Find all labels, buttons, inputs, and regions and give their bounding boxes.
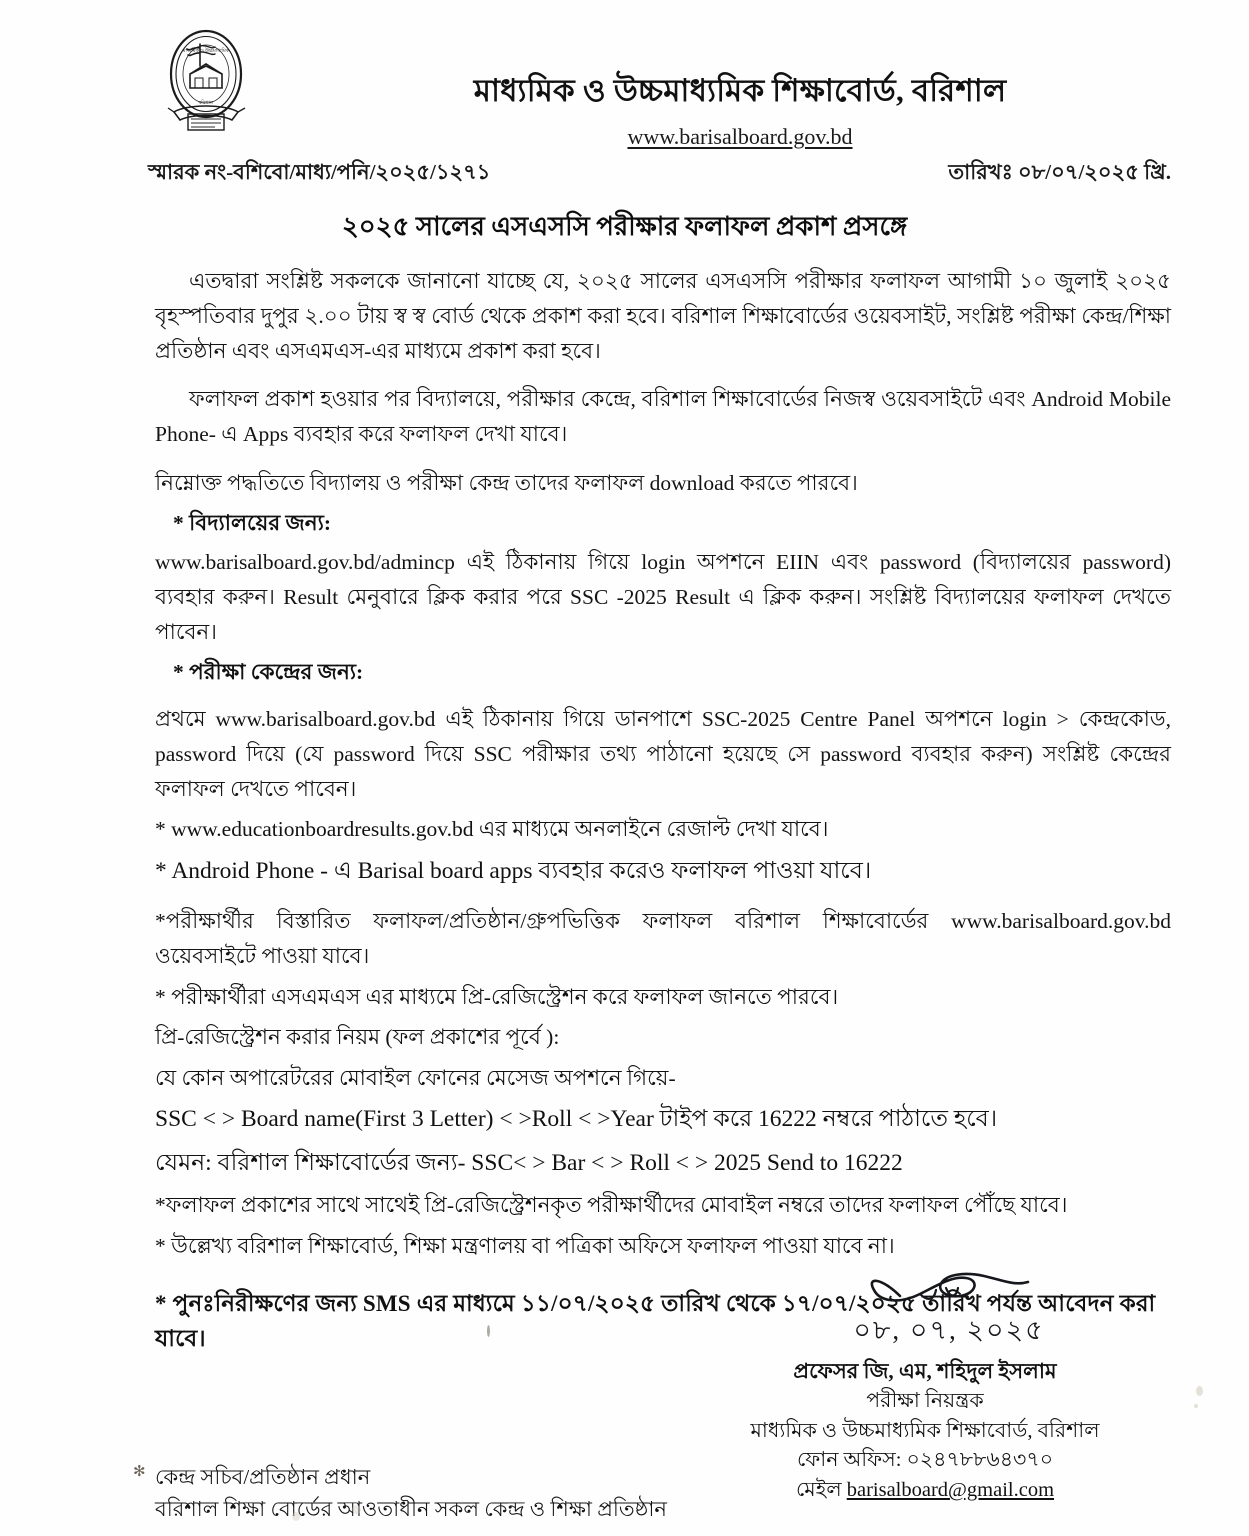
bullet-auto-push: *ফলাফল প্রকাশের সাথে সাথেই প্রি-রেজিস্ট্রেশনকৃত পরীক্ষার্থীদের মোবাইল নম্বরে তাদের ফলাফল পৌঁছে যাবে। bbox=[155, 1193, 1068, 1218]
school-section-text: www.barisalboard.gov.bd/admincp এই ঠিকানায় গিয়ে login অপশনে EIIN এবং password (বিদ্যালয়ের password) ব্যবহার করুন। Result মেনুবারে ক্লিক করার পরে SSC -2025 Result এ ক্লিক করুন। সংশ্লিষ্ট বিদ্যালয়ের ফলাফল দেখতে পাবেন। bbox=[155, 550, 1171, 644]
memo-number: স্মারক নং-বশিবো/মাধ্য/পনি/২০২৫/১২৭১ bbox=[148, 160, 491, 184]
scan-speck bbox=[1196, 1386, 1203, 1396]
scan-speck bbox=[1194, 1404, 1198, 1408]
svg-text:বরিশাল: বরিশাল bbox=[198, 101, 214, 106]
handwritten-date: ০৮, ০৭, ২০২৫ bbox=[853, 1315, 1045, 1345]
bullet-android-app: * Android Phone - এ Barisal board apps ব্যবহার করেও ফলাফল পাওয়া যাবে। bbox=[155, 857, 872, 884]
document-subject: ২০২৫ সালের এসএসসি পরীক্ষার ফলাফল প্রকাশ প্রসঙ্গে bbox=[341, 212, 908, 241]
distribution-footer bbox=[133, 1462, 955, 1525]
office-phone: ফোন অফিস: ০২৪৭৮৮৬৪৩৭০ bbox=[796, 1449, 1054, 1472]
school-section-label: * বিদ্যালয়ের জন্য: bbox=[173, 510, 331, 535]
email-label: মেইল bbox=[795, 1478, 847, 1501]
svg-text:মাধ্যমিক ও উচ্চমাধ্যমিক: মাধ্যমিক ও উচ্চমাধ্যমিক bbox=[182, 49, 230, 54]
email-address[interactable]: barisalboard@gmail.com bbox=[846, 1478, 1055, 1501]
bullet-rescrutiny-window: * পুনঃনিরীক্ষণের জন্য SMS এর মাধ্যমে ১১/০৭/২০২৫ তারিখ থেকে ১৭/০৭/২০২৫ তারিখ পর্যন্ত আবেদন করা যাবে। bbox=[155, 1291, 1156, 1351]
paragraph-announcement: এতদ্বারা সংশ্লিষ্ট সকলকে জানানো যাচ্ছে যে, ২০২৫ সালের এসএসসি পরীক্ষার ফলাফল আগামী ১০ জুলাই ২০২৫ বৃহস্পতিবার দুপুর ২.০০ টায় স্ব স্ব বোর্ড থেকে প্রকাশ করা হবে। বরিশাল শিক্ষাবোর্ডের ওয়েবসাইট, সংশ্লিষ্ট পরীক্ষা কেন্দ্র/শিক্ষা প্রতিষ্ঠান এবং এসএমএস-এর মাধ্যমে প্রকাশ করা হবে। bbox=[155, 269, 1171, 363]
centre-section-label: * পরীক্ষা কেন্দ্রের জন্য: bbox=[173, 659, 364, 684]
document-header bbox=[0, 0, 1249, 148]
handwritten-signature bbox=[690, 1272, 1160, 1324]
scan-speck bbox=[352, 1505, 361, 1514]
signatory-role: পরীক্ষা নিয়ন্ত্রক bbox=[866, 1389, 984, 1412]
signatory-name: প্রফেসর জি, এম, শহিদুল ইসলাম bbox=[793, 1359, 1057, 1383]
bullet-online-results: * www.educationboardresults.gov.bd এর মাধ্যমে অনলাইনে রেজাল্ট দেখা যাবে। bbox=[155, 817, 829, 842]
organization-title: মাধ্যমিক ও উচ্চমাধ্যমিক শিক্ষাবোর্ড, বরিশাল bbox=[473, 73, 1007, 108]
signatory-organization: মাধ্যমিক ও উচ্চমাধ্যমিক শিক্ষাবোর্ড, বরিশাল bbox=[750, 1419, 1100, 1442]
sms-example: যেমন: বরিশাল শিক্ষাবোর্ডের জন্য- SSC< > Bar < > Roll < > 2025 Send to 16222 bbox=[155, 1149, 903, 1176]
board-seal-icon bbox=[160, 26, 252, 138]
bullet-no-office-result: * উল্লেখ্য বরিশাল শিক্ষাবোর্ড, শিক্ষা মন্ত্রণালয় বা পত্রিকা অফিসে ফলাফল পাওয়া যাবে না। bbox=[155, 1233, 895, 1258]
prereg-step: যে কোন অপারেটরের মোবাইল ফোনের মেসেজ অপশনে গিয়ে- bbox=[155, 1065, 676, 1090]
prereg-rule-heading: প্রি-রেজিস্ট্রেশন করার নিয়ম (ফল প্রকাশের পূর্বে ): bbox=[155, 1025, 560, 1050]
paragraph-download-intro: নিম্নোক্ত পদ্ধতিতে বিদ্যালয় ও পরীক্ষা কেন্দ্র তাদের ফলাফল download করতে পারবে। bbox=[155, 471, 858, 496]
memo-line bbox=[0, 156, 1249, 196]
document-body bbox=[0, 250, 1249, 1356]
scan-speck bbox=[487, 1325, 490, 1337]
bullet-detailed-result: *পরীক্ষার্থীর বিস্তারিত ফলাফল/প্রতিষ্ঠান/গ্রুপভিত্তিক ফলাফল বরিশাল শিক্ষাবোর্ডের www.barisalboard.gov.bd ওয়েবসাইটে পাওয়া যাবে। bbox=[155, 909, 1171, 969]
paragraph-access-methods: ফলাফল প্রকাশ হওয়ার পর বিদ্যালয়ে, পরীক্ষার কেন্দ্রে, বরিশাল শিক্ষাবোর্ডের নিজস্ব ওয়েবসাইটে এবং Android Mobile Phone- এ Apps ব্যবহার করে ফলাফল দেখা যাবে। bbox=[155, 387, 1171, 447]
footer-bullet-icon: ✻ bbox=[133, 1464, 146, 1480]
footer-recipient-scope: বরিশাল শিক্ষা বোর্ডের আওতাধীন সকল কেন্দ্র ও শিক্ষা প্রতিষ্ঠান bbox=[155, 1496, 667, 1521]
memo-date: তারিখঃ ০৮/০৭/২০২৫ খ্রি. bbox=[948, 160, 1171, 184]
centre-section-text: প্রথমে www.barisalboard.gov.bd এই ঠিকানায় গিয়ে ডানপাশে SSC-2025 Centre Panel অপশনে login > কেন্দ্রকোড, password দিয়ে (যে password দিয়ে SSC পরীক্ষার তথ্য পাঠানো হয়েছে সে password ব্যবহার করুন) সংশ্লিষ্ট কেন্দ্রের ফলাফল দেখতে পাবেন। bbox=[155, 706, 1171, 801]
scan-speck bbox=[292, 1512, 300, 1521]
bullet-sms-preregistration: * পরীক্ষার্থীরা এসএমএস এর মাধ্যমে প্রি-রেজিস্ট্রেশন করে ফলাফল জানতে পারবে। bbox=[155, 985, 839, 1010]
organization-website[interactable]: www.barisalboard.gov.bd bbox=[627, 124, 853, 149]
footer-recipient-title: কেন্দ্র সচিব/প্রতিষ্ঠান প্রধান bbox=[155, 1465, 371, 1489]
sms-format: SSC < > Board name(First 3 Letter) < >Roll < >Year টাইপ করে 16222 নম্বরে পাঠাতে হবে। bbox=[155, 1106, 998, 1133]
